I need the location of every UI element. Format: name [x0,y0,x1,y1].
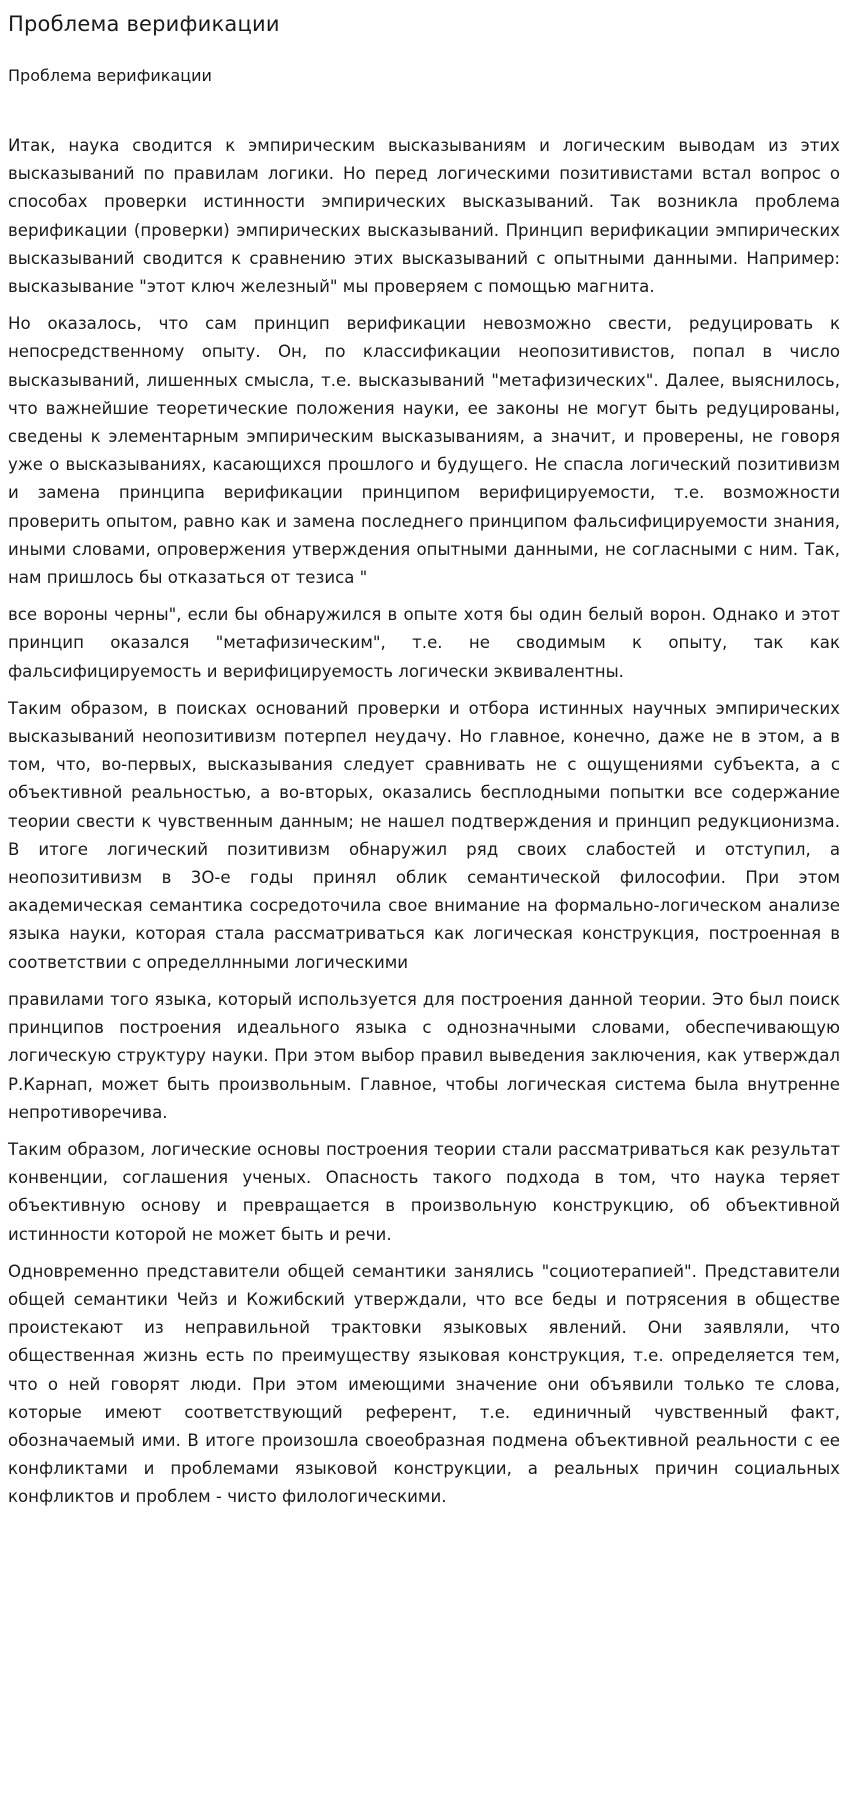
article-body [8,132,840,1512]
paragraph-6: Таким образом, логические основы построения теории стали рассматриваться как результат конвенции, соглашения ученых. Опасность такого подхода в том, что наука теряет объективную основу и превращается в произвольную конструкцию, об объективной истинности которой не может быть и речи. [8,1139,840,1244]
paragraph-3: все вороны черны", если бы обнаружился в опыте хотя бы один белый ворон. Однако и этот принцип оказался "метафизическим", т.е. не сводимым к опыту, так как фальсифицируемость и верифицируемость логически эквивалентны. [8,605,840,681]
paragraph-4: Таким образом, в поисках оснований проверки и отбора истинных научных эмпирических высказываний неопозитивизм потерпел неудачу. Но главное, конечно, даже не в этом, а в том, что, во-первых, высказывания следует сравнивать не с ощущениями субъекта, а с объективной реальностью, а во-вторых, оказались бесплодными попытки все содержание теории свести к чувственным данным; не нашел подтверждения и принцип редукционизма. В итоге логический позитивизм обнаружил ряд своих слабостей и отступил, а неопозитивизм в 3О-е годы принял облик семантической философии. При этом академическая семантика сосредоточила свое внимание на формально-логическом анализе языка науки, которая стала рассматриваться как логическая конструкция, построенная в соответствии с определлнными логическими [8,698,840,972]
page-title: Проблема верификации [8,12,280,36]
paragraph-7: Одновременно представители общей семантики занялись "социотерапией". Представители общей семантики Чейз и Кожибский утверждали, что все беды и потрясения в обществе проистекают из неправильной трактовки языковых явлений. Они заявляли, что общественная жизнь есть по преимуществу языковая конструкция, т.е. определяется тем, что о ней говорят люди. При этом имеющими значение они объявили только те слова, которые имеют соответствующий референт, т.е. единичный чувственный факт, обозначаемый ими. В итоге произошла своеобразная подмена объективной реальности с ее конфликтами и проблемами языковой конструкции, а реальных причин социальных конфликтов и проблем - чисто филологическими. [8,1261,840,1507]
paragraph-1: Итак, наука сводится к эмпирическим высказываниям и логическим выводам из этих высказываний по правилам логики. Но перед логическими позитивистами встал вопрос о способах проверки истинности эмпирических высказываний. Так возникла проблема верификации (проверки) эмпирических высказываний. Принцип верификации эмпирических высказываний сводится к сравнению этих высказываний с опытными данными. Например: высказывание "этот ключ железный" мы проверяем с помощью магнита. [8,136,840,297]
paragraph-2: Но оказалось, что сам принцип верификации невозможно свести, редуцировать к непосредственному опыту. Он, по классификации неопозитивистов, попал в число высказываний, лишенных смысла, т.е. высказываний "метафизических". Далее, выяснилось, что важнейшие теоретические положения науки, ее законы не могут быть редуцированы, сведены к элементарным эмпирическим высказываниям, а значит, и проверены, не говоря уже о высказываниях, касающихся прошлого и будущего. Не спасла логический позитивизм и замена принципа верификации принципом верифицируемости, т.е. возможности проверить опытом, равно как и замена последнего принципом фальсифицируемости знания, иными словами, опровержения утверждения опытными данными, не согласными с ним. Так, нам пришлось бы отказаться от тезиса " [8,314,840,588]
article-subtitle: Проблема верификации [8,66,212,85]
paragraph-5: правилами того языка, который используется для построения данной теории. Это был поиск принципов построения идеального языка с однозначными словами, обеспечивающую логическую структуру науки. При этом выбор правил выведения заключения, как утверждал Р.Карнап, может быть произвольным. Главное, чтобы логическая система была внутренне непротиворечива. [8,989,840,1122]
